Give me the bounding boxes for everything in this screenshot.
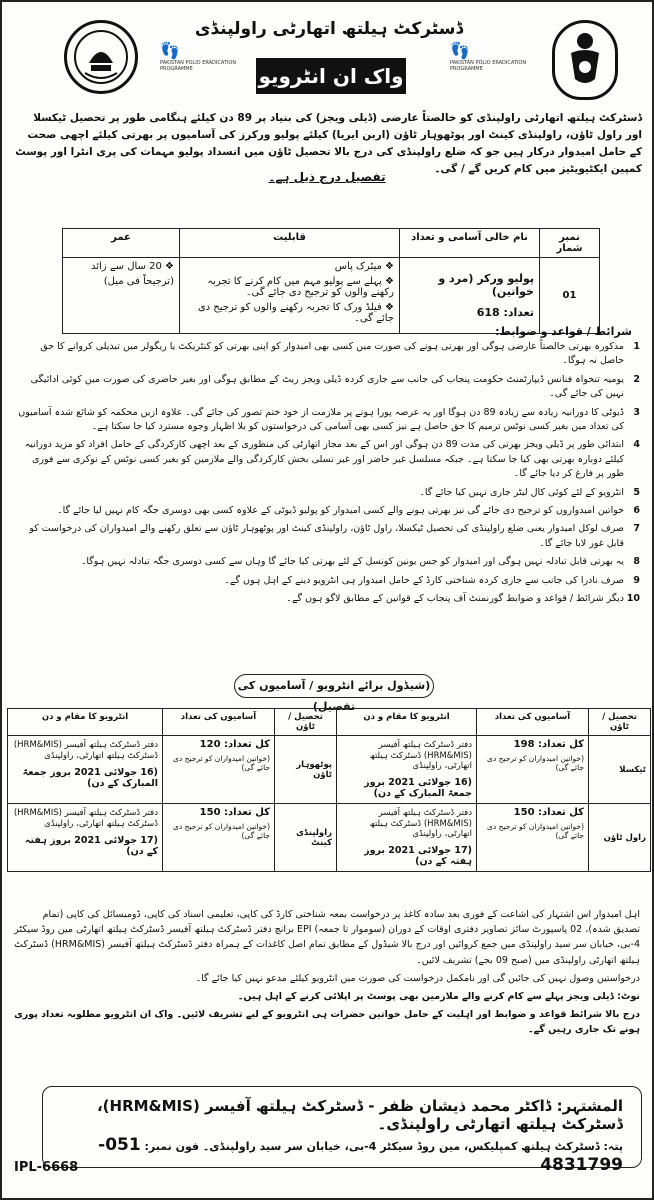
tehsil-cell: ٹیکسلا [589,736,651,804]
advertiser-address: پتہ: ڈسٹرکٹ ہیلتھ کمپلیکس، مین روڈ سیکٹر 4-بی، خیابان سر سید راولپنڈی۔ فون نمبر: 051-4831799 [98,1135,623,1175]
venue-cell: دفتر ڈسٹرکٹ ہیلتھ آفیسر (HRM&MIS) ڈسٹرکٹ ہیلتھ اتھارٹی، راولپنڈی (17 جولائی 2021 بروز ہفتہ کے دن) [8,804,163,872]
post-count: تعداد: 618 [476,306,534,319]
age-value: ❖ 20 سال سے زائد [91,261,174,272]
list-item: 4 ابتدائی طور پر ڈیلی ویجز بھرتی کی مدت 89 دن ہوگی اور اس کے بعد مجاز اتھارٹی کی منظوری کے بعد اچھی کارکردگی کے حامل افراد کو مزید دورانیہ کیلئے دوبارہ بھرتی بھی کیا جا سکتا ہے۔ جبکہ مسلسل غیر حاضر اور غیر تسلی بخش کارکردگی والے ملازمین کو بغیر کسی نوٹس کے نوکری سے فوری طور پر فارغ کر دیا جائے گا۔ [24,439,640,480]
list-item: 3 ڈیوٹی کا دورانیہ زیادہ سے زیادہ 89 دن ہوگا اور یہ عرصہ پورا ہونے پر ملازمت از خود ختم تصور کی جائے گی۔ علاوہ ازیں محکمہ کو شائع شدہ آسامیوں کی تعداد میں بغیر کسی نوٹس ترمیم کا حق حاصل ہے نیز کسی بھی آسامی کی درخواستوں کو بلا اظہار وجوہ مسترد کیا جا سکتا ہے۔ [18,406,640,433]
col-count-b: آسامیوں کی تعداد [163,709,275,736]
col-age: عمر [63,229,180,258]
col-post: نام خالی آسامی و تعداد [400,229,540,258]
venue-cell: دفتر ڈسٹرکٹ ہیلتھ آفیسر (HRM&MIS) ڈسٹرکٹ ہیلتھ اتھارٹی، راولپنڈی (16 جولائی 2021 بروز جمعۃ المبارک کے دن) [8,736,163,804]
list-item: 6 خواتین امیدواروں کو ترجیح دی جائے گی نیز بھرتی ہونے والے کسی امیدوار کو پولیو ڈیوٹی کے علاوہ کسی بھی دوسری جگہ کام نہیں لیا جائے گا۔ [57,505,640,517]
header [10,12,648,104]
list-item: 2 یومیہ تنخواہ فنانس ڈیپارٹمنٹ حکومت پنجاب کی جانب سے جاری کردہ ڈیلی ویجز ریٹ کے مطابق ہوگی اور بغیر حاضری کی صورت میں کوئی ادائیگی نہیں کی جائے گی۔ [30,373,640,400]
conditions-list [14,340,640,611]
list-item: نوٹ: ڈیلی ویجز پہلے سے کام کرنے والے ملازمین بھی پوسٹ پر اپلائی کرنے کے اہل ہیں۔ [237,991,640,1003]
col-serial: نمبر شمار [540,229,600,258]
list-item: 9 صرف نادرا کی جانب سے جاری کردہ شناختی کارڈ کے حامل امیدوار ہی انٹرویو دینے کے اہل ہوں گے۔ [224,574,640,586]
venue-cell: دفتر ڈسٹرکٹ ہیلتھ آفیسر (HRM&MIS) ڈسٹرکٹ ہیلتھ اتھارٹی، راولپنڈی (17 جولائی 2021 بروز ہفتہ کے دن) [337,804,477,872]
list-item: 1 مذکورہ بھرتی خالصتاً عارضی ہوگی اور بھرتی ہونے کی صورت میں کسی بھی امیدوار کو اپنی بھرتی کو کنٹریکٹ یا ریگولر میں تبدیلی کروانے کا حق حاصل نہ ہوگا۔ [40,341,640,367]
polio-programme-logo-right: 👣 PAKISTAN POLIO ERADICATION PROGRAMME [450,42,532,82]
advertiser-name: المشتہر: ڈاکٹر محمد ذیشان ظفر - ڈسٹرکٹ ہیلتھ آفیسر (HRM&MIS)، ڈسٹرکٹ ہیلتھ اتھارٹی راولپنڈی۔ [96,1097,623,1133]
col-venue-a: انٹرویو کا مقام و دن [337,709,477,736]
list-item: 5 انٹرویو کے لئے کوئی کال لیٹر جاری نہیں کیا جائے گا۔ [419,486,640,498]
list-item: 7 صرف لوکل امیدوار یعنی ضلع راولپنڈی کی تحصیل ٹیکسلا، راول ٹاؤن، راولپنڈی کینٹ اور پوٹھوہار ٹاؤن سے تعلق رکھنے والے امیدواران کی درخواست کو قابل غور لایا جائے گا۔ [29,523,640,549]
serial-cell: 01 [540,258,600,334]
page-title: ڈسٹرکٹ ہیلتھ اتھارٹی راولپنڈی [194,19,464,39]
details-heading: تفصیل درج ذیل ہے۔ [268,170,386,184]
table-header-row [8,709,651,736]
notes-list [14,907,640,1041]
col-tehsil-a: تحصیل / ٹاؤن [589,709,651,736]
venue-cell: دفتر ڈسٹرکٹ ہیلتھ آفیسر (HRM&MIS) ڈسٹرکٹ ہیلتھ اتھارٹی، راولپنڈی (16 جولائی 2021 بروز جمعۃ المبارک کے دن) [337,736,477,804]
polio-programme-logo: 👣 PAKISTAN POLIO ERADICATION PROGRAMME [160,42,242,82]
phone-number: 051-4831799 [98,1135,623,1175]
list-item: اہل امیدوار اس اشتہار کی اشاعت کے فوری بعد سادہ کاغذ پر درخواست بمعہ شناختی کارڈ کی کاپی، تعلیمی اسناد کی کاپی، ڈومیسائل کی کاپی (تمام تصدیق شدہ)، 02 پاسپورٹ سائز تصاویر دفتری اوقات کے دوران (سوموار تا جمعہ) EPI برانچ دفتر ڈسٹرکٹ ہیلتھ آفیسر ڈسٹرکٹ ہیلتھ اتھارٹی مین روڈ سیکٹر 4-بی، خیابان سر سید راولپنڈی میں جمع کروائیں اور درج بالا شیڈول کے مطابق تمام اصل کاغذات کے ہمراہ دفتر ڈسٹرکٹ ہیلتھ آفیسر (HRM&MIS) ڈسٹرکٹ ہیلتھ اتھارٹی راولپنڈی میں (صبح 09 بجے) تشریف لائیں۔ [14,909,640,966]
post-cell [400,258,540,334]
age-note: (ترجیحاً فی میل) [103,276,174,287]
list-item: 10 دیگر شرائط / قواعد و ضوابط گورنمنٹ آف پنجاب کے قوانین کے مطابق لاگو ہوں گے۔ [286,593,640,605]
schedule-table [7,708,651,872]
age-cell [63,258,180,334]
col-count-a: آسامیوں کی تعداد [477,709,589,736]
table-header-row [63,229,600,258]
table-row [8,736,651,804]
count-cell: کل تعداد: 150 (خواتین امیدواران کو ترجیح دی جائے گی) [163,804,275,872]
qualification-cell [180,258,400,334]
post-name: پولیو ورکر (مرد و خواتین) [438,272,534,298]
footprint-icon: 👣 [450,41,470,60]
intro-paragraph: ڈسٹرکٹ ہیلتھ اتھارٹی راولپنڈی کو خالصتاً عارضی (ڈیلی ویجز) کی بنیاد پر 89 دن کیلئے ہنگامی طور پر تحصیل ٹیکسلا اور راول ٹاؤن، راولپنڈی کینٹ اور پوٹھوہار ٹاؤن (اربن ایریا) کیلئے پولیو ورکرز کی آسامیوں پر بھرتی کیلئے اچھی صحت کے حامل امیدوار درکار ہیں جو کہ ضلع راولپنڈی کی درج بالا تحصیل ٹاؤن میں انسداد پولیو مہمات کی پری انٹرا اور پوسٹ کمپین ایکٹیویٹیز میں کام کریں گے / گی۔ [15,112,642,175]
list-item: درج بالا شرائط قواعد و ضوابط اور اہلیت کے حامل خواتین حضرات ہی انٹرویو کے لیے تشریف لائیں۔ واک ان انٹرویو مطلوبہ تعداد پوری ہونے تک جاری رہیں گے۔ [14,1009,640,1036]
health-authority-logo-icon [552,20,618,100]
count-cell: کل تعداد: 198 (خواتین امیدواران کو ترجیح دی جائے گی) [477,736,589,804]
conditions-heading: شرائط / قواعد و ضوابط: [495,325,632,338]
ipl-number: IPL-6668 [14,1160,79,1175]
schedule-heading: (شیڈول برائے انٹرویو / آسامیوں کی تفصیل) [234,674,434,698]
count-cell: کل تعداد: 120 (خواتین امیدواران کو ترجیح دی جائے گی) [163,736,275,804]
qualification-item: ❖ فیلڈ ورک کا تجربہ رکھنے والوں کو ترجیح دی جائے گی۔ [197,302,394,324]
tehsil-cell: راولپنڈی کینٹ [275,804,337,872]
footprint-icon: 👣 [160,41,180,60]
qualification-item: ❖ میٹرک پاس [334,261,394,272]
walk-in-interview-banner: واک ان انٹرویو [256,58,406,94]
list-item: درخواستیں وصول نہیں کی جائیں گی اور نامکمل درخواست کی صورت میں انٹرویو کیلئے مدعو نہیں کیا جائے گا۔ [195,972,640,984]
tehsil-cell: راول ٹاؤن [589,804,651,872]
qualification-item: ❖ پہلے سے پولیو مہم میں کام کرنے کا تجربہ رکھنے والوں کو ترجیح دی جائے گی۔ [207,276,394,298]
col-venue-b: انٹرویو کا مقام و دن [8,709,163,736]
list-item: 8 یہ بھرتی قابل تبادلہ نہیں ہوگی اور امیدوار کو جس یونین کونسل کے لئے بھرتی کیا جائے گا وہاں سے کسی دوسری جگہ تبادلہ نہیں ہوگا۔ [80,556,640,568]
jobs-table [62,228,600,334]
table-row [8,804,651,872]
table-row [63,258,600,334]
col-qualification: قابلیت [180,229,400,258]
col-tehsil-b: تحصیل / ٹاؤن [275,709,337,736]
tehsil-cell: پوٹھوہار ٹاؤن [275,736,337,804]
count-cell: کل تعداد: 150 (خواتین امیدواران کو ترجیح دی جائے گی) [477,804,589,872]
